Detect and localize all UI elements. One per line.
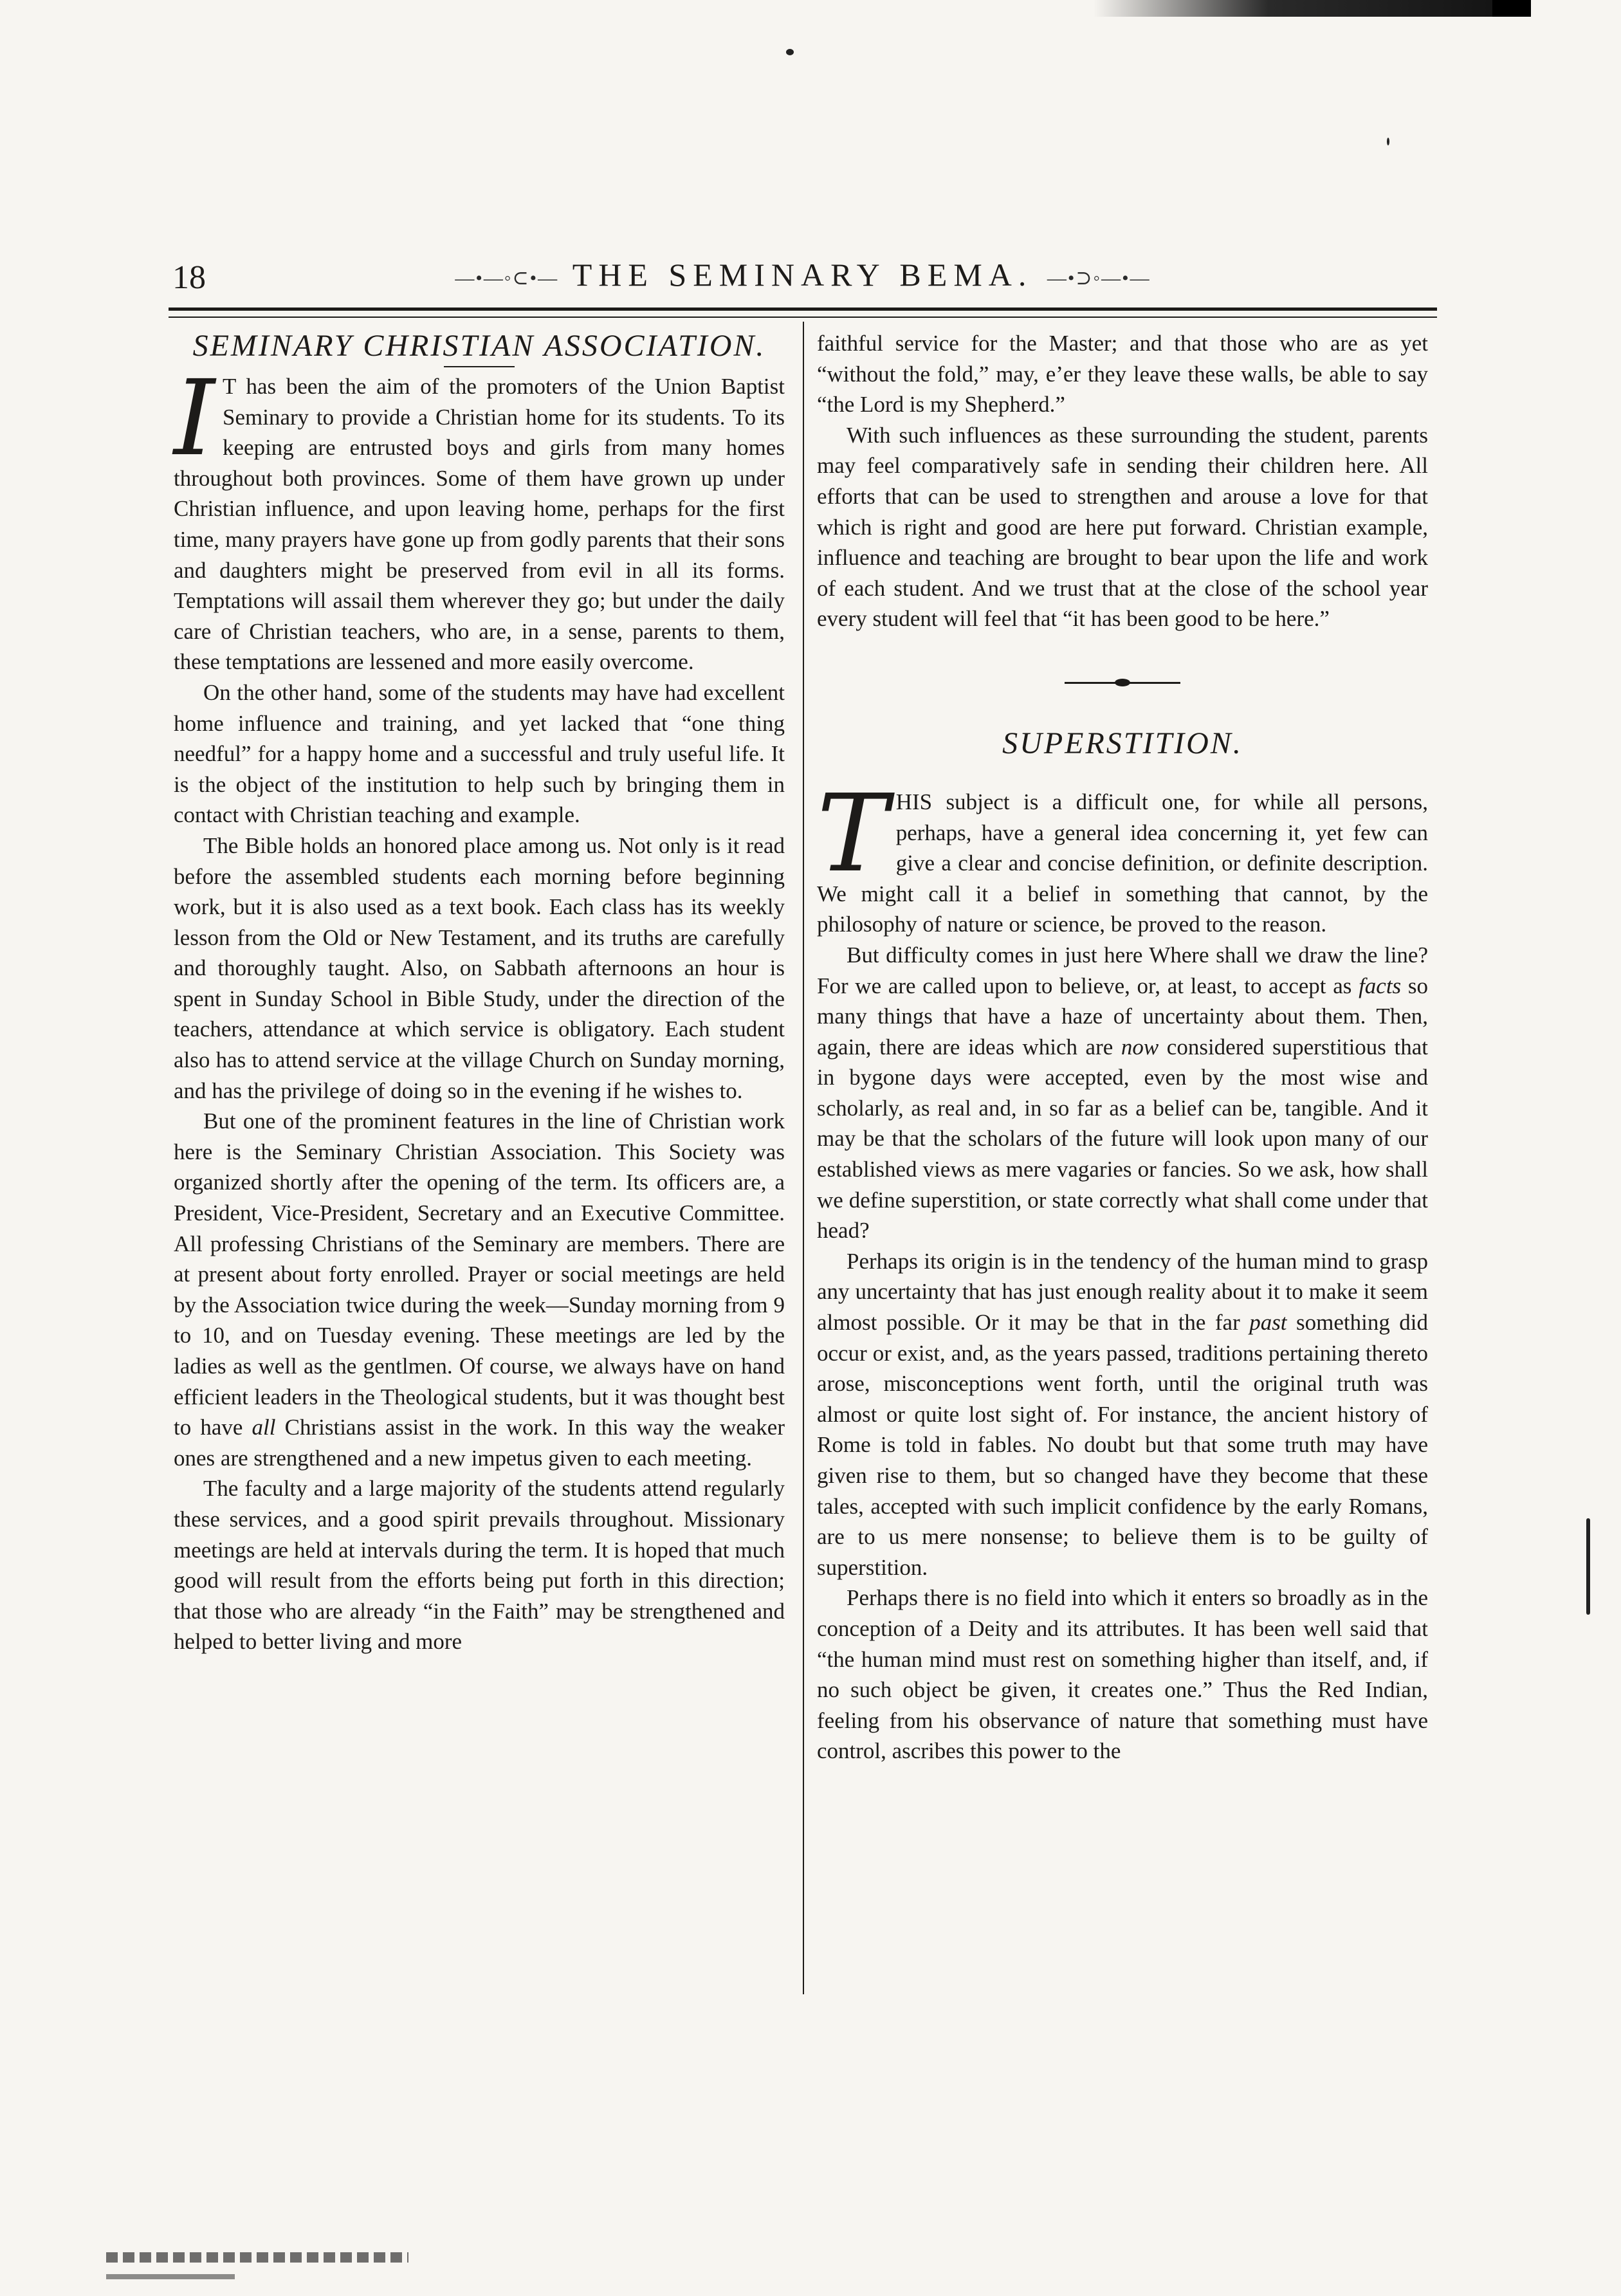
scan-footer-artifact (106, 2274, 235, 2279)
emphasis-text: now (1121, 1034, 1159, 1060)
paragraph-text: But one of the prominent features in the line of Christian work here is the Seminary Christian Association. This Society was organized shortly after the opening of the term. Its officers are, a President, Vice-President, Secretary and an Executive Committee. All professing Christians of the Seminary are members. There are at present about forty enrolled. Prayer or social meetings are held by the Association twice during the week—Sunday morning from 9 to 10, and on Tuesday evening. These meetings are led by the ladies as well as the gentlmen. Of course, we always have on hand efficient leaders in the Theological students, but it was thought best to have (174, 1108, 785, 1440)
superstition-paragraph-4: Perhaps there is no field into which it enters so broadly as in the conception of a Deity and its attributes. It has been well said that “the human mind must rest on something higher than itself, and, if no such object be given, it creates one.” Thus the Red Indian, feeling from his observance of nature that something must have control, ascribes this power to the (817, 1585, 1428, 1764)
article-title-superstition: SUPERSTITION. (1002, 726, 1243, 760)
paragraph-text: something did occur or exist, and, as the years passed, traditions pertaining thereto arose, misconceptions went forth, until the original truth was almost or quite lost sight of. For instance, the ancient history of Rome is told in fables. No doubt but that some truth may have given rise to them, but so changed have they become that these tales, accepted with such implicit confidence by the early Romans, are to us mere nonsense; to believe them is to be guilty of superstition. (817, 1310, 1428, 1580)
scan-footer-artifact (106, 2252, 408, 2263)
scan-speck (786, 49, 794, 55)
paragraph-text: considered superstitious that in bygone days were accepted, even by the most wise and scholarly, as real and, in so far as a belief can be, tangible. And it may be that the scholars of the future will look upon many of our established views as mere vagaries or fancies. So we ask, how shall we define superstition, or state correctly what shall come under that head? (817, 1034, 1428, 1244)
dropcap-letter: I (174, 358, 215, 479)
page-number: 18 (172, 259, 206, 296)
emphasis-text: facts (1359, 973, 1402, 998)
paragraph-text: But difficulty comes in just here Where shall we draw the line? For we are called upon to believe, or, at least, to accept as (817, 942, 1428, 998)
column-divider (803, 322, 804, 1994)
publication-title: THE SEMINARY BEMA. (572, 257, 1033, 293)
header-rule-thin (169, 317, 1437, 318)
paragraph-text: Perhaps its origin is in the tendency of the human mind to grasp any uncertainty that has just enough reality about it to make it seem almost possible. Or it may be that in the far (817, 1248, 1428, 1336)
running-title (172, 256, 1433, 293)
association-paragraph-3: The Bible holds an honored place among us. Not only is it read before the assembled students each morning before beginning work, but it is also used as a text book. Each class has its weekly lesson from the Old or New Testament, and its truths are carefully and thoroughly taught. Also, on Sabbath afternoons an hour is spent in Sunday School in Bible Study, under the direction of the teachers, attendance at which service is obligatory. Each student also has to attend service at the village Church on Sunday morning, and has the privilege of doing so in the evening if he wishes to. (174, 832, 785, 1103)
paragraph-text: HIS subject is a difficult one, for while all persons, perhaps, have a general idea concerning it, yet few can give a clear and concise definition, or definite description. We might call it a belief in something that cannot, by the philosophy of nature or science, be proved to the reason. (817, 789, 1428, 937)
scan-edge-artifact (1094, 0, 1531, 17)
superstition-paragraph-3 (817, 1246, 1428, 1583)
dropcap-letter: T (817, 771, 888, 896)
left-column (174, 328, 785, 1657)
section-separator-ornament (1065, 679, 1180, 686)
scan-speck (1586, 1518, 1590, 1615)
paragraph-text: so many things that have a haze of uncertainty about them. Then, again, there are ideas which are (817, 973, 1428, 1060)
paragraph-text: Christians assist in the work. In this way the weaker ones are strengthened and a new impetus given to each meeting. (174, 1415, 785, 1471)
association-paragraph-4 (174, 1106, 785, 1473)
association-paragraph-7: With such influences as these surrounding the student, parents may feel comparatively safe in sending their children here. All efforts that can be used to strengthen and arouse a love for that which is right and good are here put forward. Christian example, influence and teaching are brought to bear upon the life and work of each student. And we trust that at the close of the school year every student will feel that “it has been good to be here.” (817, 422, 1428, 632)
superstition-paragraph-2 (817, 940, 1428, 1246)
scan-speck (1387, 138, 1389, 145)
association-paragraph-2: On the other hand, some of the students may have had excellent home influence and training, and yet lacked that “one thing needful” for a happy home and a successful and truly useful life. It is the object of the institution to help such by bringing them in contact with Christian teaching and example. (174, 679, 785, 828)
title-rule (444, 366, 515, 367)
association-paragraph-1 (174, 358, 785, 677)
paragraph-text: T has been the aim of the promoters of the Union Baptist Seminary to provide a Christian home for its students. To its keeping are entrusted boys and girls from many homes throughout both provinces. Some of them have grown up under Christian influence, and upon leaving home, perhaps for the first time, many prayers have gone up from godly parents that their sons and daughters might be preserved from evil in all its forms. Temptations will assail them wherever they go; but under the daily care of Christian teachers, who are, in a sense, parents to them, these temptations are lessened and more easily overcome. (174, 374, 785, 675)
right-flourish-ornament: —•⊃◦—•— (1047, 268, 1151, 289)
emphasis-text: past (1249, 1310, 1287, 1336)
superstition-paragraph-1 (817, 771, 1428, 940)
right-column (817, 328, 1428, 1767)
page-header (172, 256, 1433, 301)
article-title-association: SEMINARY CHRISTIAN ASSOCIATION. (192, 329, 766, 363)
header-rule (169, 308, 1437, 311)
association-paragraph-5: The faculty and a large majority of the students attend regularly these services, and a good spirit prevails throughout. Missionary meetings are held at intervals during the term. It is hoped that much good will result from the efforts being put forth in this direction; that those who are already “in the Faith” may be strengthened and helped to better living and more (174, 1476, 785, 1655)
emphasis-text: all (252, 1415, 276, 1440)
association-paragraph-6: faithful service for the Master; and that those who are as yet “without the fold,” may, e’er they leave these walls, be able to say “the Lord is my Shepherd.” (817, 331, 1428, 418)
left-flourish-ornament: —•—◦⊂•— (455, 268, 559, 289)
